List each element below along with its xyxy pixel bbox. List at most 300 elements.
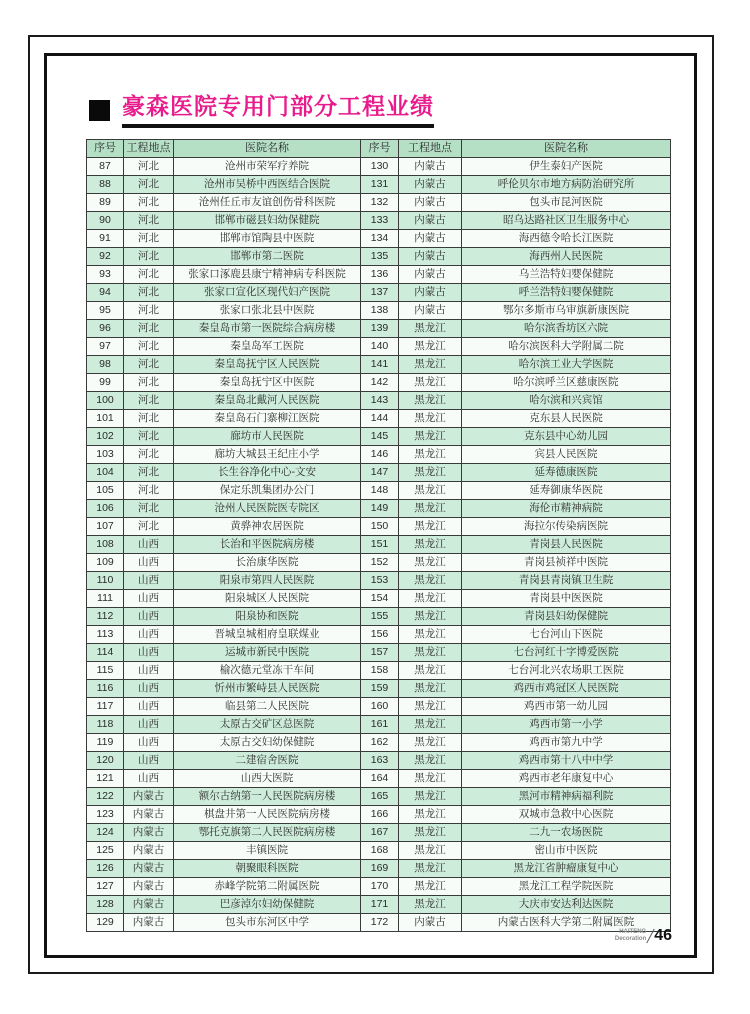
serial-cell: 167 — [361, 824, 399, 842]
hospital-name-cell: 黑龙江省肿瘤康复中心 — [462, 860, 671, 878]
serial-cell: 170 — [361, 878, 399, 896]
location-cell: 河北 — [124, 500, 174, 518]
hospital-name-cell: 呼伦贝尔市地方病防治研究所 — [462, 176, 671, 194]
hospital-name-cell: 阳泉城区人民医院 — [174, 590, 361, 608]
serial-cell: 126 — [87, 860, 124, 878]
header-serial-right: 序号 — [361, 140, 399, 158]
hospital-name-cell: 秦皇岛石门寨柳江医院 — [174, 410, 361, 428]
location-cell: 河北 — [124, 176, 174, 194]
serial-cell: 138 — [361, 302, 399, 320]
serial-cell: 115 — [87, 662, 124, 680]
location-cell: 河北 — [124, 266, 174, 284]
location-cell: 黑龙江 — [399, 698, 462, 716]
hospital-name-cell: 沧州市荣军疗养院 — [174, 158, 361, 176]
table-row — [87, 914, 671, 932]
table-row — [87, 536, 671, 554]
location-cell: 黑龙江 — [399, 824, 462, 842]
header-location-left: 工程地点 — [124, 140, 174, 158]
table-row — [87, 230, 671, 248]
projects-table-wrap — [86, 139, 670, 932]
hospital-name-cell: 保定乐凯集团办公门 — [174, 482, 361, 500]
title-bullet-square-icon — [89, 100, 110, 121]
table-row — [87, 608, 671, 626]
hospital-name-cell: 沧州人民医院医专院区 — [174, 500, 361, 518]
table-row — [87, 356, 671, 374]
outer-border-frame — [28, 35, 714, 974]
hospital-name-cell: 哈尔滨医科大学附属二院 — [462, 338, 671, 356]
serial-cell: 114 — [87, 644, 124, 662]
location-cell: 黑龙江 — [399, 410, 462, 428]
location-cell: 黑龙江 — [399, 806, 462, 824]
hospital-name-cell: 海西德令哈长江医院 — [462, 230, 671, 248]
location-cell: 河北 — [124, 284, 174, 302]
location-cell: 黑龙江 — [399, 464, 462, 482]
location-cell: 山西 — [124, 734, 174, 752]
hospital-name-cell: 包头市东河区中学 — [174, 914, 361, 932]
serial-cell: 147 — [361, 464, 399, 482]
hospital-name-cell: 阳泉市第四人民医院 — [174, 572, 361, 590]
table-row — [87, 806, 671, 824]
serial-cell: 164 — [361, 770, 399, 788]
hospital-name-cell: 鸡西市鸡冠区人民医院 — [462, 680, 671, 698]
serial-cell: 94 — [87, 284, 124, 302]
table-row — [87, 338, 671, 356]
hospital-name-cell: 张家口宣化区现代妇产医院 — [174, 284, 361, 302]
serial-cell: 91 — [87, 230, 124, 248]
location-cell: 山西 — [124, 608, 174, 626]
hospital-name-cell: 包头市昆河医院 — [462, 194, 671, 212]
serial-cell: 96 — [87, 320, 124, 338]
serial-cell: 127 — [87, 878, 124, 896]
location-cell: 内蒙古 — [399, 158, 462, 176]
serial-cell: 108 — [87, 536, 124, 554]
serial-cell: 116 — [87, 680, 124, 698]
serial-cell: 113 — [87, 626, 124, 644]
hospital-name-cell: 青岗县青岗镇卫生院 — [462, 572, 671, 590]
table-row — [87, 662, 671, 680]
location-cell: 黑龙江 — [399, 860, 462, 878]
serial-cell: 150 — [361, 518, 399, 536]
location-cell: 黑龙江 — [399, 356, 462, 374]
table-row — [87, 248, 671, 266]
serial-cell: 97 — [87, 338, 124, 356]
serial-cell: 148 — [361, 482, 399, 500]
serial-cell: 98 — [87, 356, 124, 374]
hospital-name-cell: 朝聚眼科医院 — [174, 860, 361, 878]
location-cell: 河北 — [124, 194, 174, 212]
location-cell: 内蒙古 — [124, 788, 174, 806]
location-cell: 黑龙江 — [399, 626, 462, 644]
serial-cell: 146 — [361, 446, 399, 464]
location-cell: 黑龙江 — [399, 878, 462, 896]
serial-cell: 152 — [361, 554, 399, 572]
serial-cell: 122 — [87, 788, 124, 806]
page-number: 46 — [654, 927, 672, 944]
projects-table — [86, 139, 671, 932]
hospital-name-cell: 乌兰浩特妇婴保健院 — [462, 266, 671, 284]
table-row — [87, 302, 671, 320]
hospital-name-cell: 鄂尔多斯市乌审旗新康医院 — [462, 302, 671, 320]
hospital-name-cell: 二九一农场医院 — [462, 824, 671, 842]
hospital-name-cell: 大庆市安达利达医院 — [462, 896, 671, 914]
location-cell: 内蒙古 — [399, 266, 462, 284]
serial-cell: 106 — [87, 500, 124, 518]
table-row — [87, 320, 671, 338]
hospital-name-cell: 海拉尔传染病医院 — [462, 518, 671, 536]
hospital-name-cell: 克东县中心幼儿园 — [462, 428, 671, 446]
location-cell: 河北 — [124, 212, 174, 230]
serial-cell: 105 — [87, 482, 124, 500]
serial-cell: 160 — [361, 698, 399, 716]
hospital-name-cell: 长治和平医院病房楼 — [174, 536, 361, 554]
location-cell: 山西 — [124, 644, 174, 662]
serial-cell: 137 — [361, 284, 399, 302]
location-cell: 内蒙古 — [124, 860, 174, 878]
table-row — [87, 752, 671, 770]
brand-line2: Decoration — [614, 936, 647, 942]
location-cell: 河北 — [124, 248, 174, 266]
location-cell: 黑龙江 — [399, 428, 462, 446]
location-cell: 黑龙江 — [399, 716, 462, 734]
hospital-name-cell: 海西州人民医院 — [462, 248, 671, 266]
location-cell: 河北 — [124, 230, 174, 248]
location-cell: 黑龙江 — [399, 608, 462, 626]
hospital-name-cell: 伊生泰妇产医院 — [462, 158, 671, 176]
serial-cell: 130 — [361, 158, 399, 176]
serial-cell: 110 — [87, 572, 124, 590]
table-row — [87, 464, 671, 482]
hospital-name-cell: 运城市新民中医院 — [174, 644, 361, 662]
hospital-name-cell: 张家口涿鹿县康宁精神病专科医院 — [174, 266, 361, 284]
location-cell: 山西 — [124, 680, 174, 698]
hospital-name-cell: 额尔古纳第一人民医院病房楼 — [174, 788, 361, 806]
hospital-name-cell: 哈尔滨和兴宾馆 — [462, 392, 671, 410]
serial-cell: 144 — [361, 410, 399, 428]
serial-cell: 112 — [87, 608, 124, 626]
serial-cell: 166 — [361, 806, 399, 824]
serial-cell: 95 — [87, 302, 124, 320]
location-cell: 河北 — [124, 428, 174, 446]
serial-cell: 102 — [87, 428, 124, 446]
location-cell: 黑龙江 — [399, 752, 462, 770]
hospital-name-cell: 沧州市吴桥中西医结合医院 — [174, 176, 361, 194]
location-cell: 黑龙江 — [399, 896, 462, 914]
header-serial-left: 序号 — [87, 140, 124, 158]
table-row — [87, 896, 671, 914]
table-row — [87, 716, 671, 734]
location-cell: 黑龙江 — [399, 518, 462, 536]
location-cell: 内蒙古 — [399, 194, 462, 212]
location-cell: 黑龙江 — [399, 572, 462, 590]
location-cell: 内蒙古 — [399, 302, 462, 320]
location-cell: 河北 — [124, 464, 174, 482]
table-row — [87, 374, 671, 392]
hospital-name-cell: 青岗县人民医院 — [462, 536, 671, 554]
table-body — [87, 158, 671, 932]
location-cell: 河北 — [124, 446, 174, 464]
serial-cell: 131 — [361, 176, 399, 194]
hospital-name-cell: 廊坊大城县王纪庄小学 — [174, 446, 361, 464]
table-row — [87, 788, 671, 806]
hospital-name-cell: 哈尔滨呼兰区慈康医院 — [462, 374, 671, 392]
hospital-name-cell: 黑河市精神病福利院 — [462, 788, 671, 806]
hospital-name-cell: 鸡西市第九中学 — [462, 734, 671, 752]
serial-cell: 136 — [361, 266, 399, 284]
serial-cell: 169 — [361, 860, 399, 878]
location-cell: 黑龙江 — [399, 842, 462, 860]
serial-cell: 89 — [87, 194, 124, 212]
location-cell: 黑龙江 — [399, 662, 462, 680]
location-cell: 黑龙江 — [399, 680, 462, 698]
hospital-name-cell: 秦皇岛市第一医院综合病房楼 — [174, 320, 361, 338]
hospital-name-cell: 秦皇岛抚宁区中医院 — [174, 374, 361, 392]
hospital-name-cell: 鄂托克旗第二人民医院病房楼 — [174, 824, 361, 842]
serial-cell: 157 — [361, 644, 399, 662]
location-cell: 黑龙江 — [399, 320, 462, 338]
table-row — [87, 158, 671, 176]
hospital-name-cell: 鸡西市第一小学 — [462, 716, 671, 734]
serial-cell: 119 — [87, 734, 124, 752]
hospital-name-cell: 巴彦淖尔妇幼保健院 — [174, 896, 361, 914]
location-cell: 河北 — [124, 374, 174, 392]
inner-border-frame — [44, 53, 697, 958]
hospital-name-cell: 秦皇岛抚宁区人民医院 — [174, 356, 361, 374]
serial-cell: 99 — [87, 374, 124, 392]
hospital-name-cell: 长治康华医院 — [174, 554, 361, 572]
serial-cell: 143 — [361, 392, 399, 410]
hospital-name-cell: 忻州市繁峙县人民医院 — [174, 680, 361, 698]
hospital-name-cell: 丰镇医院 — [174, 842, 361, 860]
serial-cell: 154 — [361, 590, 399, 608]
serial-cell: 128 — [87, 896, 124, 914]
serial-cell: 161 — [361, 716, 399, 734]
hospital-name-cell: 太原古交矿区总医院 — [174, 716, 361, 734]
serial-cell: 153 — [361, 572, 399, 590]
location-cell: 黑龙江 — [399, 446, 462, 464]
table-row — [87, 482, 671, 500]
hospital-name-cell: 秦皇岛军工医院 — [174, 338, 361, 356]
hospital-name-cell: 沧州任丘市友谊创伤骨科医院 — [174, 194, 361, 212]
serial-cell: 132 — [361, 194, 399, 212]
hospital-name-cell: 七台河北兴农场职工医院 — [462, 662, 671, 680]
hospital-name-cell: 黄骅神农居医院 — [174, 518, 361, 536]
serial-cell: 88 — [87, 176, 124, 194]
location-cell: 河北 — [124, 482, 174, 500]
location-cell: 黑龙江 — [399, 644, 462, 662]
serial-cell: 104 — [87, 464, 124, 482]
table-row — [87, 770, 671, 788]
serial-cell: 162 — [361, 734, 399, 752]
location-cell: 山西 — [124, 536, 174, 554]
location-cell: 山西 — [124, 716, 174, 734]
hospital-name-cell: 鸡西市第十八中中学 — [462, 752, 671, 770]
hospital-name-cell: 临县第二人民医院 — [174, 698, 361, 716]
hospital-name-cell: 青岗县妇幼保健院 — [462, 608, 671, 626]
serial-cell: 107 — [87, 518, 124, 536]
hospital-name-cell: 七台河红十字博爱医院 — [462, 644, 671, 662]
serial-cell: 117 — [87, 698, 124, 716]
location-cell: 黑龙江 — [399, 482, 462, 500]
hospital-name-cell: 延寿德康医院 — [462, 464, 671, 482]
table-row — [87, 446, 671, 464]
page-title: 豪森医院专用门部分工程业绩 — [122, 94, 434, 128]
hospital-name-cell: 廊坊市人民医院 — [174, 428, 361, 446]
hospital-name-cell: 昭乌达路社区卫生服务中心 — [462, 212, 671, 230]
serial-cell: 133 — [361, 212, 399, 230]
serial-cell: 172 — [361, 914, 399, 932]
table-row — [87, 734, 671, 752]
location-cell: 黑龙江 — [399, 554, 462, 572]
location-cell: 山西 — [124, 698, 174, 716]
hospital-name-cell: 七台河山下医院 — [462, 626, 671, 644]
hospital-name-cell: 青岗县中医医院 — [462, 590, 671, 608]
hospital-name-cell: 邯郸市馆陶县中医院 — [174, 230, 361, 248]
location-cell: 内蒙古 — [124, 824, 174, 842]
location-cell: 内蒙古 — [399, 212, 462, 230]
serial-cell: 139 — [361, 320, 399, 338]
location-cell: 河北 — [124, 338, 174, 356]
serial-cell: 125 — [87, 842, 124, 860]
serial-cell: 90 — [87, 212, 124, 230]
serial-cell: 92 — [87, 248, 124, 266]
location-cell: 黑龙江 — [399, 590, 462, 608]
table-row — [87, 842, 671, 860]
serial-cell: 111 — [87, 590, 124, 608]
serial-cell: 168 — [361, 842, 399, 860]
hospital-name-cell: 密山市中医院 — [462, 842, 671, 860]
serial-cell: 93 — [87, 266, 124, 284]
location-cell: 黑龙江 — [399, 338, 462, 356]
hospital-name-cell: 张家口张北县中医院 — [174, 302, 361, 320]
hospital-name-cell: 哈尔滨工业大学医院 — [462, 356, 671, 374]
location-cell: 河北 — [124, 302, 174, 320]
location-cell: 山西 — [124, 572, 174, 590]
hospital-name-cell: 太原古交妇幼保健院 — [174, 734, 361, 752]
location-cell: 内蒙古 — [124, 878, 174, 896]
location-cell: 内蒙古 — [124, 896, 174, 914]
table-row — [87, 212, 671, 230]
hospital-name-cell: 山西大医院 — [174, 770, 361, 788]
location-cell: 山西 — [124, 662, 174, 680]
location-cell: 内蒙古 — [124, 806, 174, 824]
table-row — [87, 392, 671, 410]
table-row — [87, 644, 671, 662]
location-cell: 内蒙古 — [124, 914, 174, 932]
table-row — [87, 266, 671, 284]
serial-cell: 87 — [87, 158, 124, 176]
serial-cell: 141 — [361, 356, 399, 374]
hospital-name-cell: 赤峰学院第二附属医院 — [174, 878, 361, 896]
hospital-name-cell: 邯郸市磁县妇幼保健院 — [174, 212, 361, 230]
serial-cell: 145 — [361, 428, 399, 446]
hospital-name-cell: 哈尔滨香坊区六院 — [462, 320, 671, 338]
serial-cell: 123 — [87, 806, 124, 824]
location-cell: 河北 — [124, 158, 174, 176]
serial-cell: 158 — [361, 662, 399, 680]
table-row — [87, 824, 671, 842]
serial-cell: 163 — [361, 752, 399, 770]
location-cell: 黑龙江 — [399, 788, 462, 806]
serial-cell: 100 — [87, 392, 124, 410]
table-header-row — [87, 140, 671, 158]
table-row — [87, 878, 671, 896]
hospital-name-cell: 青岗县祯祥中医院 — [462, 554, 671, 572]
hospital-name-cell: 内蒙古医科大学第二附属医院 — [462, 914, 671, 932]
location-cell: 河北 — [124, 392, 174, 410]
serial-cell: 156 — [361, 626, 399, 644]
location-cell: 内蒙古 — [399, 914, 462, 932]
table-row — [87, 680, 671, 698]
hospital-name-cell: 二建宿舍医院 — [174, 752, 361, 770]
table-row — [87, 698, 671, 716]
location-cell: 内蒙古 — [399, 176, 462, 194]
table-row — [87, 194, 671, 212]
hospital-name-cell: 海伦市精神病院 — [462, 500, 671, 518]
serial-cell: 142 — [361, 374, 399, 392]
table-row — [87, 626, 671, 644]
hospital-name-cell: 邯郸市第二医院 — [174, 248, 361, 266]
hospital-name-cell: 阳泉协和医院 — [174, 608, 361, 626]
table-row — [87, 500, 671, 518]
location-cell: 河北 — [124, 356, 174, 374]
table-row — [87, 176, 671, 194]
table-row — [87, 860, 671, 878]
location-cell: 内蒙古 — [124, 842, 174, 860]
title-block — [89, 94, 434, 128]
serial-cell: 151 — [361, 536, 399, 554]
location-cell: 黑龙江 — [399, 734, 462, 752]
serial-cell: 109 — [87, 554, 124, 572]
serial-cell: 129 — [87, 914, 124, 932]
header-hospital-left: 医院名称 — [174, 140, 361, 158]
header-location-right: 工程地点 — [399, 140, 462, 158]
serial-cell: 101 — [87, 410, 124, 428]
hospital-name-cell: 克东县人民医院 — [462, 410, 671, 428]
brand-mark — [615, 929, 646, 943]
hospital-name-cell: 黑龙江工程学院医院 — [462, 878, 671, 896]
location-cell: 内蒙古 — [399, 284, 462, 302]
location-cell: 内蒙古 — [399, 230, 462, 248]
table-row — [87, 410, 671, 428]
serial-cell: 155 — [361, 608, 399, 626]
hospital-name-cell: 双城市急救中心医院 — [462, 806, 671, 824]
hospital-name-cell: 宾县人民医院 — [462, 446, 671, 464]
brand-line1: HAITENG — [619, 929, 647, 936]
location-cell: 山西 — [124, 590, 174, 608]
page-footer — [615, 927, 672, 945]
hospital-name-cell: 棋盘井第一人民医院病房楼 — [174, 806, 361, 824]
serial-cell: 140 — [361, 338, 399, 356]
serial-cell: 121 — [87, 770, 124, 788]
hospital-name-cell: 延寿御康华医院 — [462, 482, 671, 500]
serial-cell: 135 — [361, 248, 399, 266]
serial-cell: 165 — [361, 788, 399, 806]
serial-cell: 120 — [87, 752, 124, 770]
hospital-name-cell: 晋城皇城相府皇联煤业 — [174, 626, 361, 644]
serial-cell: 118 — [87, 716, 124, 734]
location-cell: 黑龙江 — [399, 374, 462, 392]
location-cell: 黑龙江 — [399, 770, 462, 788]
location-cell: 河北 — [124, 518, 174, 536]
location-cell: 河北 — [124, 320, 174, 338]
location-cell: 内蒙古 — [399, 248, 462, 266]
serial-cell: 103 — [87, 446, 124, 464]
location-cell: 山西 — [124, 752, 174, 770]
table-row — [87, 572, 671, 590]
location-cell: 黑龙江 — [399, 536, 462, 554]
location-cell: 河北 — [124, 410, 174, 428]
table-row — [87, 428, 671, 446]
